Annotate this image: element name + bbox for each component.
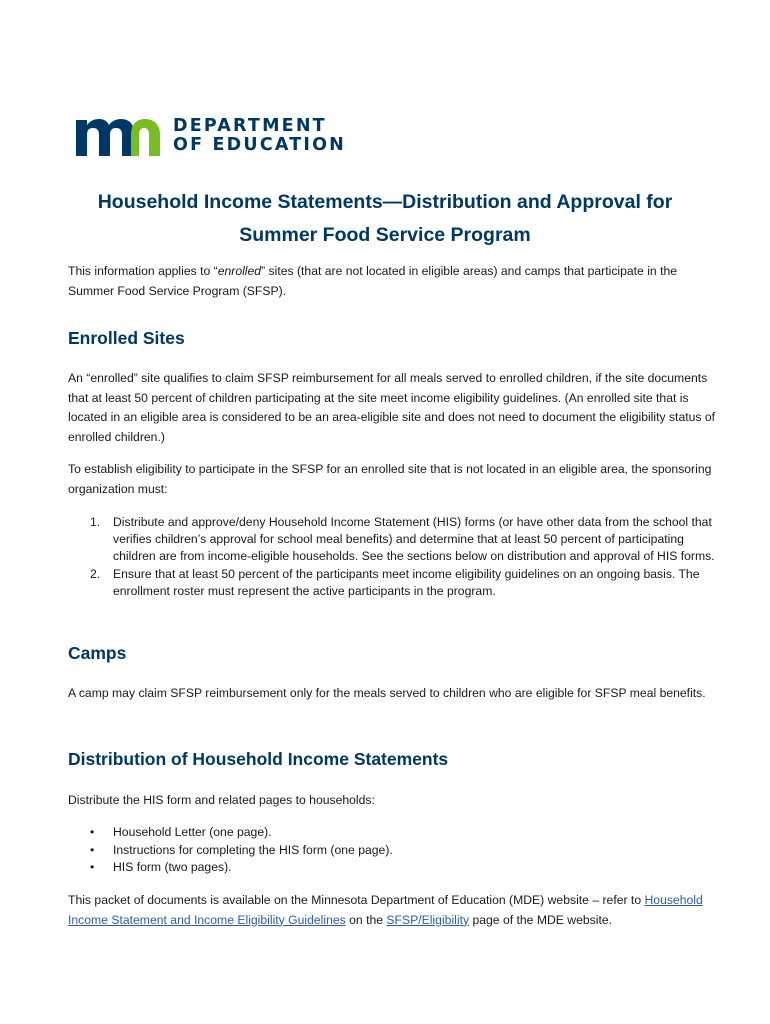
logo-wordmark [173,117,346,155]
camps-paragraph: A camp may claim SFSP reimbursement only for the meals served to children who are eligible for SFSP meal benefits. [68,686,706,700]
intro-text-after: ” sites (that are not located in eligible areas) and camps that participate in the Summer Food Service Program (SFSP). [68,264,678,298]
list-item-text: Instructions for completing the HIS form (one page). [113,842,393,857]
intro-text-before: This information applies to “ [68,264,218,278]
bullet: • [90,825,95,839]
mn-logo-mark-icon [76,116,160,156]
list-number: 1. [90,515,101,529]
list-item-text: Household Letter (one page). [113,825,272,839]
enrolled-paragraph-2: To establish eligibility to participate in the SFSP for an enrolled site that is not located in an eligible area, the sponsoring organization must: [68,462,712,496]
packet-text-after: page of the MDE website. [469,912,613,927]
enrolled-paragraph-1: An “enrolled” site qualifies to claim SFSP reimbursement for all meals served to enrolled children, if the site documents that at least 50 percent of children participating at the site meet income eligibility guidelines. (An enrolled site that is located in an eligible area is considered to be an area-eligible site and does not need to document the eligibility status of enrolled children.) [68,371,716,444]
logo-line-1: DEPARTMENT [173,116,327,136]
document-title [40,186,730,252]
intro-paragraph [68,262,718,301]
heading-enrolled-sites: Enrolled Sites [68,328,185,348]
list-item [68,842,718,860]
logo-line-2: OF EDUCATION [173,135,347,155]
bullet: • [90,842,95,857]
bullet: • [90,860,95,874]
list-item-text: Distribute and approve/deny Household Income Statement (HIS) forms (or have other data from the school that verifies children’s approval for school meal benefits) and determine that at least 50 percent of participating children are from income-eligible households. See the sections below on distribution and approval of HIS forms. [113,515,715,564]
list-item-text: Ensure that at least 50 percent of the participants meet income eligibility guidelines on an ongoing basis. The enrollment roster must represent the active participants in the program. [113,566,700,598]
packet-text-before: This packet of documents is available on the Minnesota Department of Education (MDE) website – refer to [68,893,645,907]
list-number: 2. [90,566,101,581]
heading-camps: Camps [68,643,127,663]
list-item [68,824,718,842]
list-item [68,566,718,600]
list-item [68,514,718,566]
packet-items-list [68,824,718,877]
his-guidelines-link[interactable]: Household Income Statement and Income Eligibility Guidelines [68,893,703,927]
intro-emphasis: enrolled [217,264,262,278]
mde-logo [76,113,346,159]
heading-distribution: Distribution of Household Income Statements [68,749,449,769]
list-item-text: HIS form (two pages). [113,860,232,874]
title-line-1: Household Income Statements—Distribution and Approval for [97,191,673,213]
title-line-2: Summer Food Service Program [239,224,531,246]
eligibility-steps-list [68,514,718,600]
sfsp-eligibility-link[interactable]: SFSP/Eligibility [386,912,470,927]
packet-text-middle: on the [345,912,387,927]
list-item [68,859,718,877]
packet-paragraph [68,891,718,930]
distribution-intro: Distribute the HIS form and related pages to households: [68,793,375,807]
